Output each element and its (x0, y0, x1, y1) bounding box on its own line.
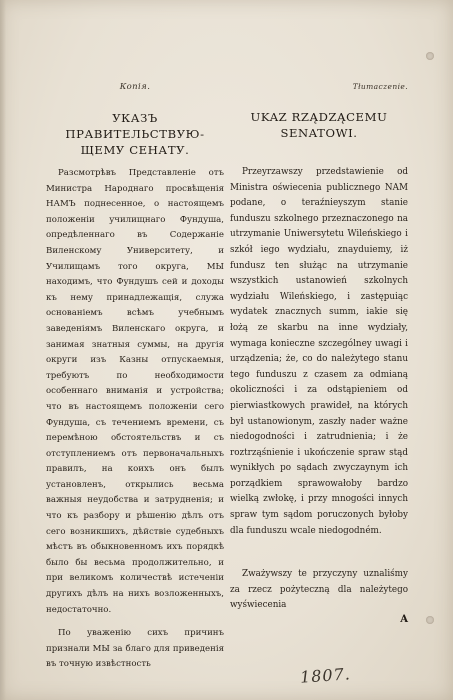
handwritten-year: 1807. (299, 664, 352, 687)
translation-label: Tłumaczenie. (352, 82, 408, 91)
russian-heading: УКАЗЪ ПРАВИТЕЛЬСТВУЮ-ЩЕМУ СЕНАТУ. (65, 111, 205, 157)
binding-hole (426, 616, 434, 624)
polish-heading: UKAZ RZĄDZĄCEMU SENATOWI. (250, 110, 388, 140)
russian-paragraph-1: Разсмотрѣвъ Представленіе отъ Министра Народнаго просвѣщенія НАМЪ поднесенное, о настоящемъ положеніи училищнаго Фундуша, опредѣленнаго въ Содержаніе Виленскому Университету, и Училищамъ того округа, МЫ находимъ, что Фундушъ сей и доходы къ нему принадлежащія, служа основаніемъ всѣмъ учебнымъ заведеніямъ Виленскаго округа, и занимая знатныя суммы, на другія округи изъ Казны отпускаемыя, требуютъ по необходимости особеннаго вниманія и устройства; что въ настоящемъ положеніи сего Фундуша, съ течениемъ времени, съ перемѣною обстоятельствъ и съ отступлениемъ отъ первоначальныхъ правилъ, на коихъ онъ былъ установленъ, открылись весьма важныя неудобства и затрудненія; и что къ разбору и рѣшенію дѣлъ отъ сего возникшихъ, дѣйствіе судебныхъ мѣстъ въ обыкновенномъ ихъ порядкѣ было бы весьма продолжительно, и при великомъ количествѣ истеченіи другихъ дѣлъ на нихъ возложенныхъ, недостаточно. (46, 168, 224, 615)
page-fold-shadow (0, 0, 6, 700)
polish-paragraph-1: Przeyrzawszy przedstawienie od Ministra oświecenia publicznego NAM podane, o teraźnieyszym stanie funduszu szkolnego przeznaczonego na utrzymanie Uniwersytetu Wileńskiego i szkół iego wydziału, znayduiemy, iż fundusz ten służąc na utrzymanie wszystkich ustanowień szkolnych wydziału Wileńskiego, i zastępuiąc wydatek znacznych summ, iakie się łożą ze skarbu na inne wydziały, wymaga konieczne szczególney uwagi i urządzenia; że, co do należytego stanu tego funduszu z czasem za odmianą okoliczności i za odstąpieniem od pierwiastkowych prawideł, na których był ustanowionym, zaszły nader ważne niedogodności i zatrudnienia; i że roztrząśnienie i ukończenie spraw stąd wynikłych po sądach zwyczaynym ich porządkiem sprawowałoby bardzo wielką zwłokę, i przy mnogości innych spraw tym sądom poruczonych byłoby dla funduszu wcale niedogodném. (230, 167, 408, 536)
polish-column (230, 82, 408, 628)
russian-paragraph-2: По уваженію сихъ причинъ признали МЫ за благо для приведенія въ точную извѣстность (46, 628, 224, 670)
catchword: A (400, 614, 408, 626)
russian-body (46, 166, 224, 673)
russian-column (46, 82, 224, 673)
polish-body (230, 165, 408, 628)
binding-hole (426, 52, 434, 60)
copy-label: Копія. (119, 82, 151, 92)
polish-paragraph-2: Zważywszy te przyczyny uznaliśmy za rzecz pożyteczną dla należytego wyświecenia (230, 569, 408, 611)
